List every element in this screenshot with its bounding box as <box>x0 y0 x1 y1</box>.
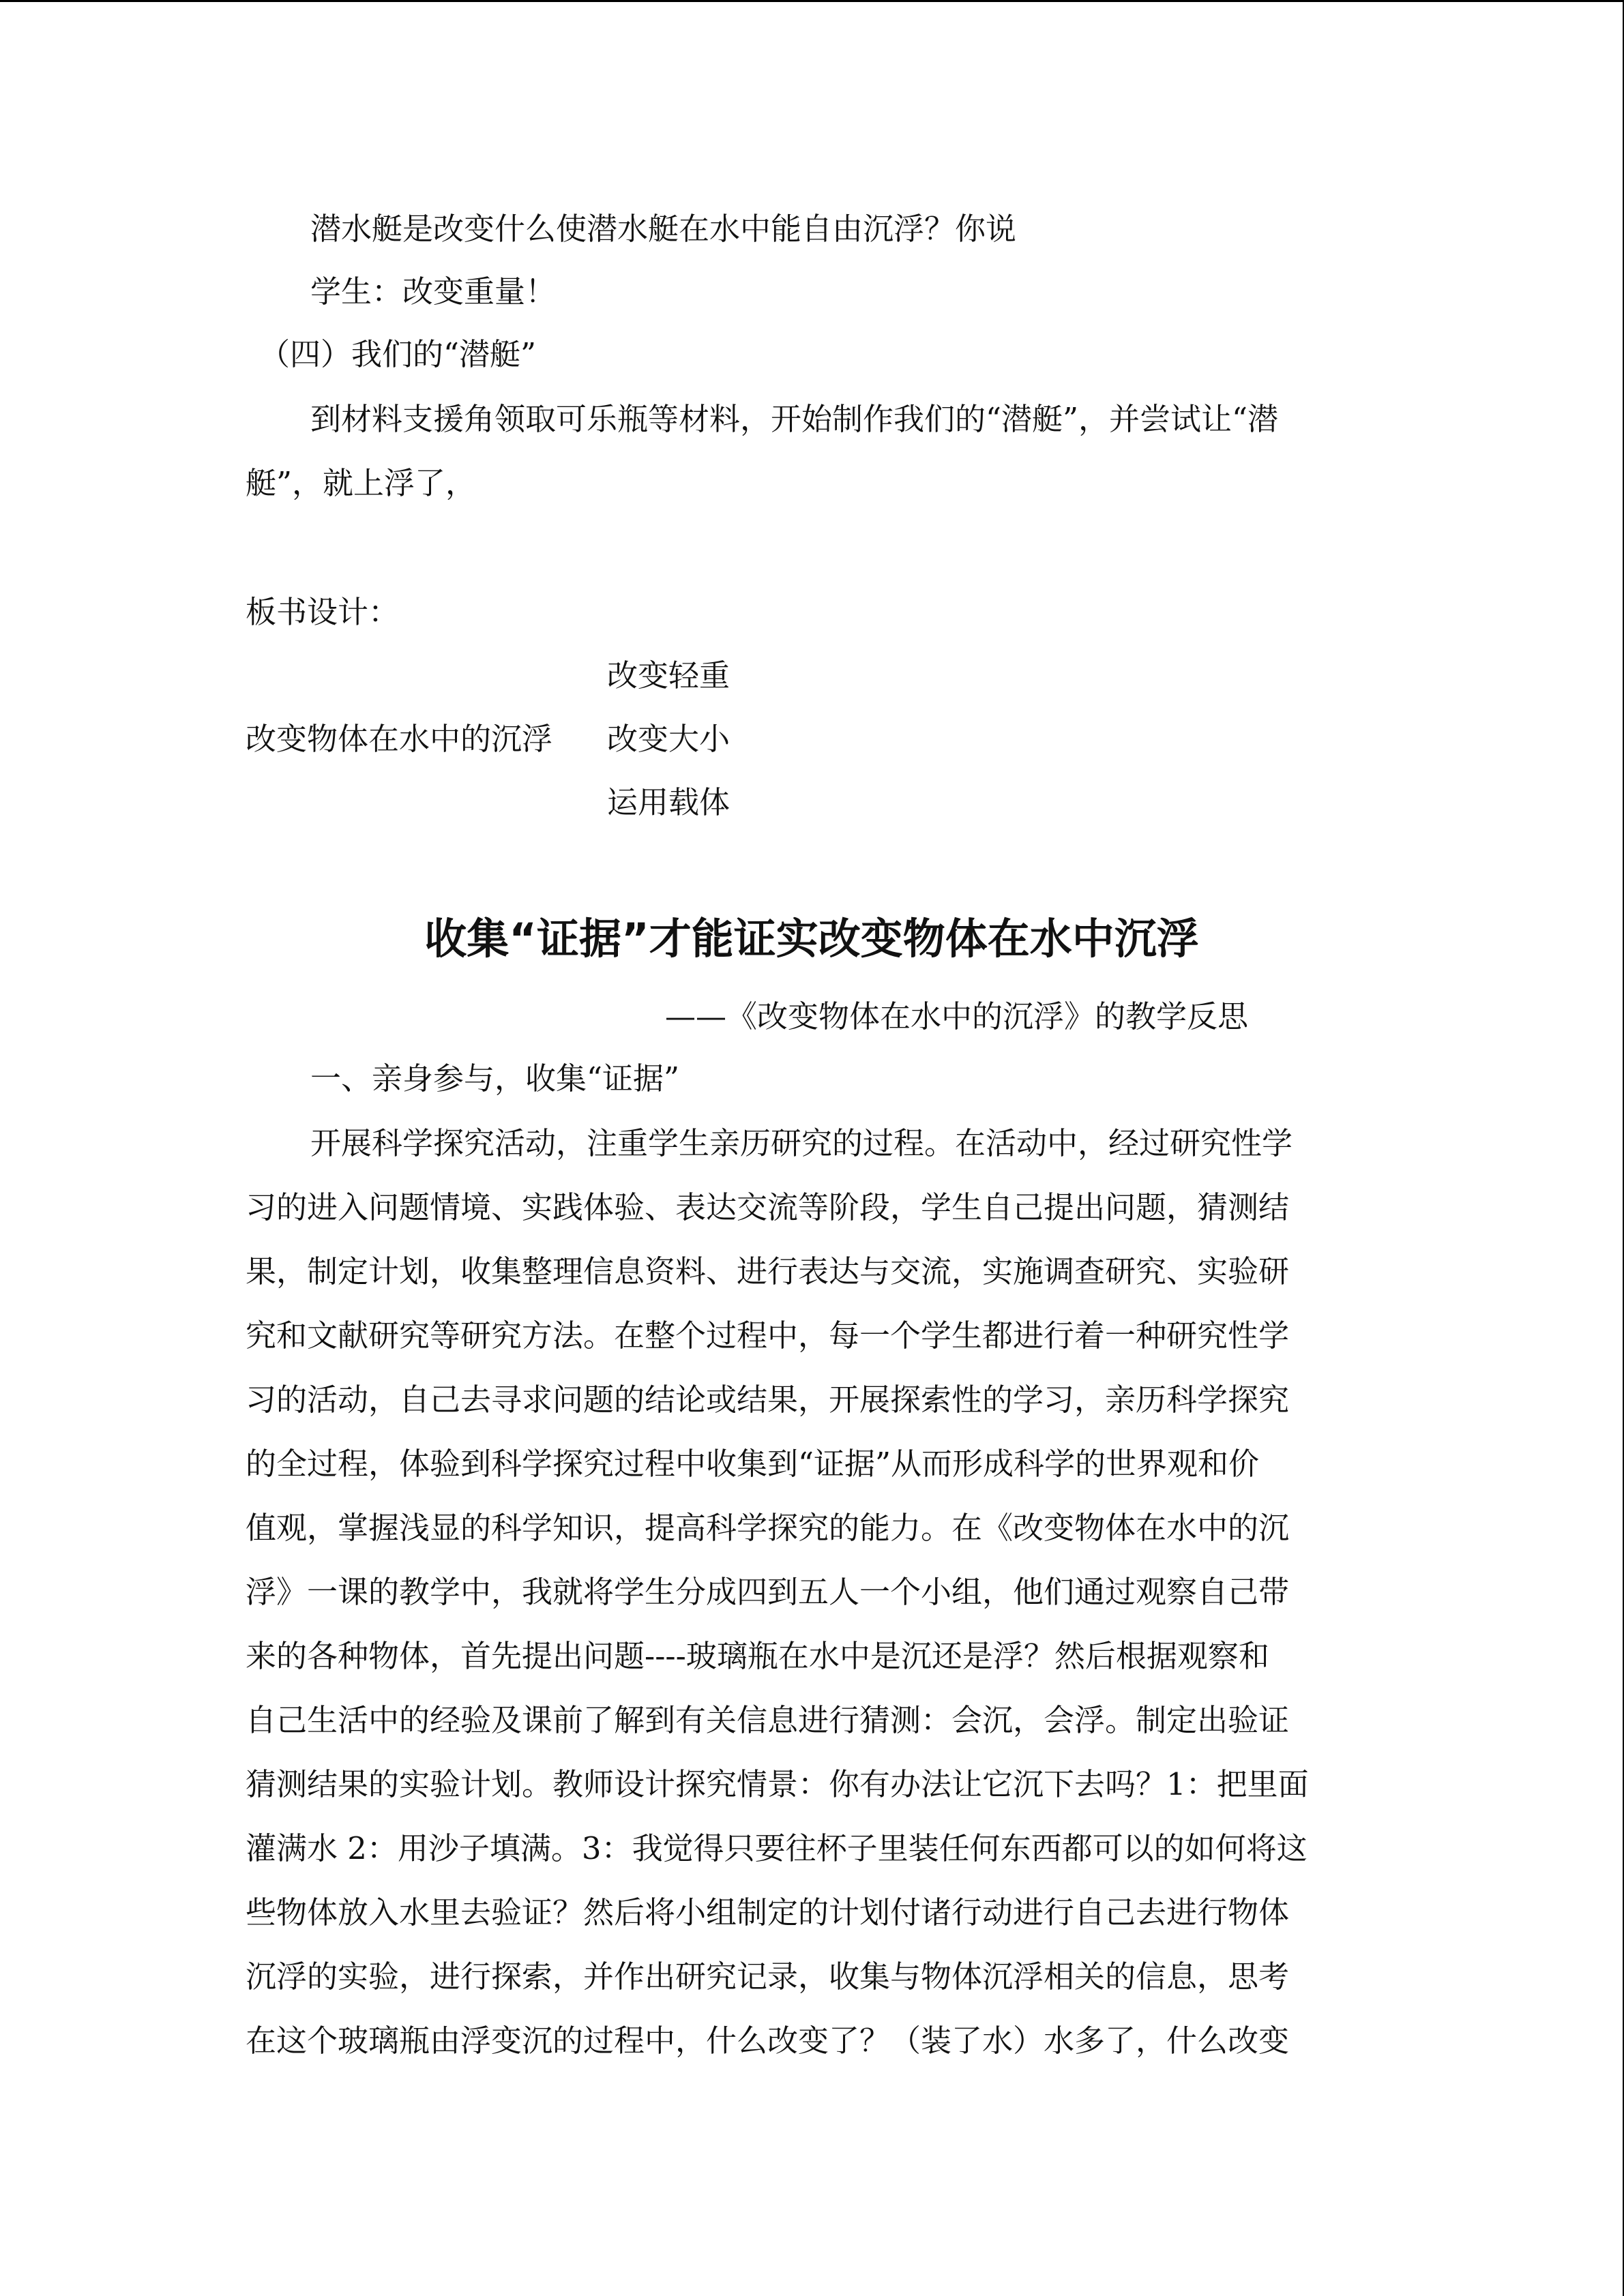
board-left-label: 改变物体在水中的沉浮 <box>246 721 553 757</box>
body-line: 自己生活中的经验及课前了解到有关信息进行猜测：会沉，会浮。制定出验证 <box>246 1702 1290 1738</box>
body-line: 猜测结果的实验计划。教师设计探究情景：你有办法让它沉下去吗？1：把里面 <box>246 1766 1309 1802</box>
article-title: 收集“证据”才能证实改变物体在水中沉浮 <box>424 914 1199 964</box>
body-line: 值观，掌握浅显的科学知识，提高科学探究的能力。在《改变物体在水中的沉 <box>246 1510 1290 1546</box>
board-item-3: 运用载体 <box>607 784 730 820</box>
paragraph-submarine-question: 潜水艇是改变什么使潜水艇在水中能自由沉浮？你说 <box>310 211 1017 247</box>
paragraph-materials-line-2: 艇”，就上浮了， <box>246 465 477 501</box>
body-line: 灌满水 2：用沙子填满。3：我觉得只要往杯子里装任何东西都可以的如何将这 <box>246 1830 1308 1866</box>
paragraph-student-answer: 学生：改变重量！ <box>310 273 557 310</box>
body-line: 果，制定计划，收集整理信息资料、进行表达与交流，实施调查研究、实验研 <box>246 1253 1290 1289</box>
board-design-heading: 板书设计： <box>246 594 400 630</box>
body-line: 些物体放入水里去验证？然后将小组制定的计划付诸行动进行自己去进行物体 <box>246 1894 1290 1930</box>
body-line: 习的进入问题情境、实践体验、表达交流等阶段，学生自己提出问题，猜测结 <box>246 1189 1290 1225</box>
body-line: 在这个玻璃瓶由浮变沉的过程中，什么改变了？（装了水）水多了，什么改变 <box>246 2023 1290 2059</box>
body-line: 沉浮的实验，进行探索，并作出研究记录，收集与物体沉浮相关的信息，思考 <box>246 1958 1290 1995</box>
body-line: 开展科学探究活动，注重学生亲历研究的过程。在活动中，经过研究性学 <box>310 1125 1293 1161</box>
body-line: 的全过程，体验到科学探究过程中收集到“证据”从而形成科学的世界观和价 <box>246 1446 1260 1482</box>
body-line: 来的各种物体，首先提出问题----玻璃瓶在水中是沉还是浮？然后根据观察和 <box>246 1638 1269 1674</box>
paragraph-materials-line-1: 到材料支援角领取可乐瓶等材料，开始制作我们的“潜艇”，并尝试让“潜 <box>310 401 1279 437</box>
section-heading-collect-evidence: 一、亲身参与，收集“证据” <box>310 1060 680 1097</box>
section-heading-our-submarine: （四）我们的“潜艇” <box>259 336 537 372</box>
article-subtitle: ——《改变物体在水中的沉浮》的教学反思 <box>665 998 1249 1034</box>
board-item-2: 改变大小 <box>607 721 730 757</box>
body-line: 究和文献研究等研究方法。在整个过程中，每一个学生都进行着一种研究性学 <box>246 1317 1290 1354</box>
body-line: 浮》一课的教学中，我就将学生分成四到五人一个小组，他们通过观察自己带 <box>246 1574 1290 1610</box>
board-item-1: 改变轻重 <box>607 657 730 694</box>
body-line: 习的活动，自己去寻求问题的结论或结果，开展探索性的学习，亲历科学探究 <box>246 1382 1290 1418</box>
page-top-border <box>0 0 1624 2</box>
